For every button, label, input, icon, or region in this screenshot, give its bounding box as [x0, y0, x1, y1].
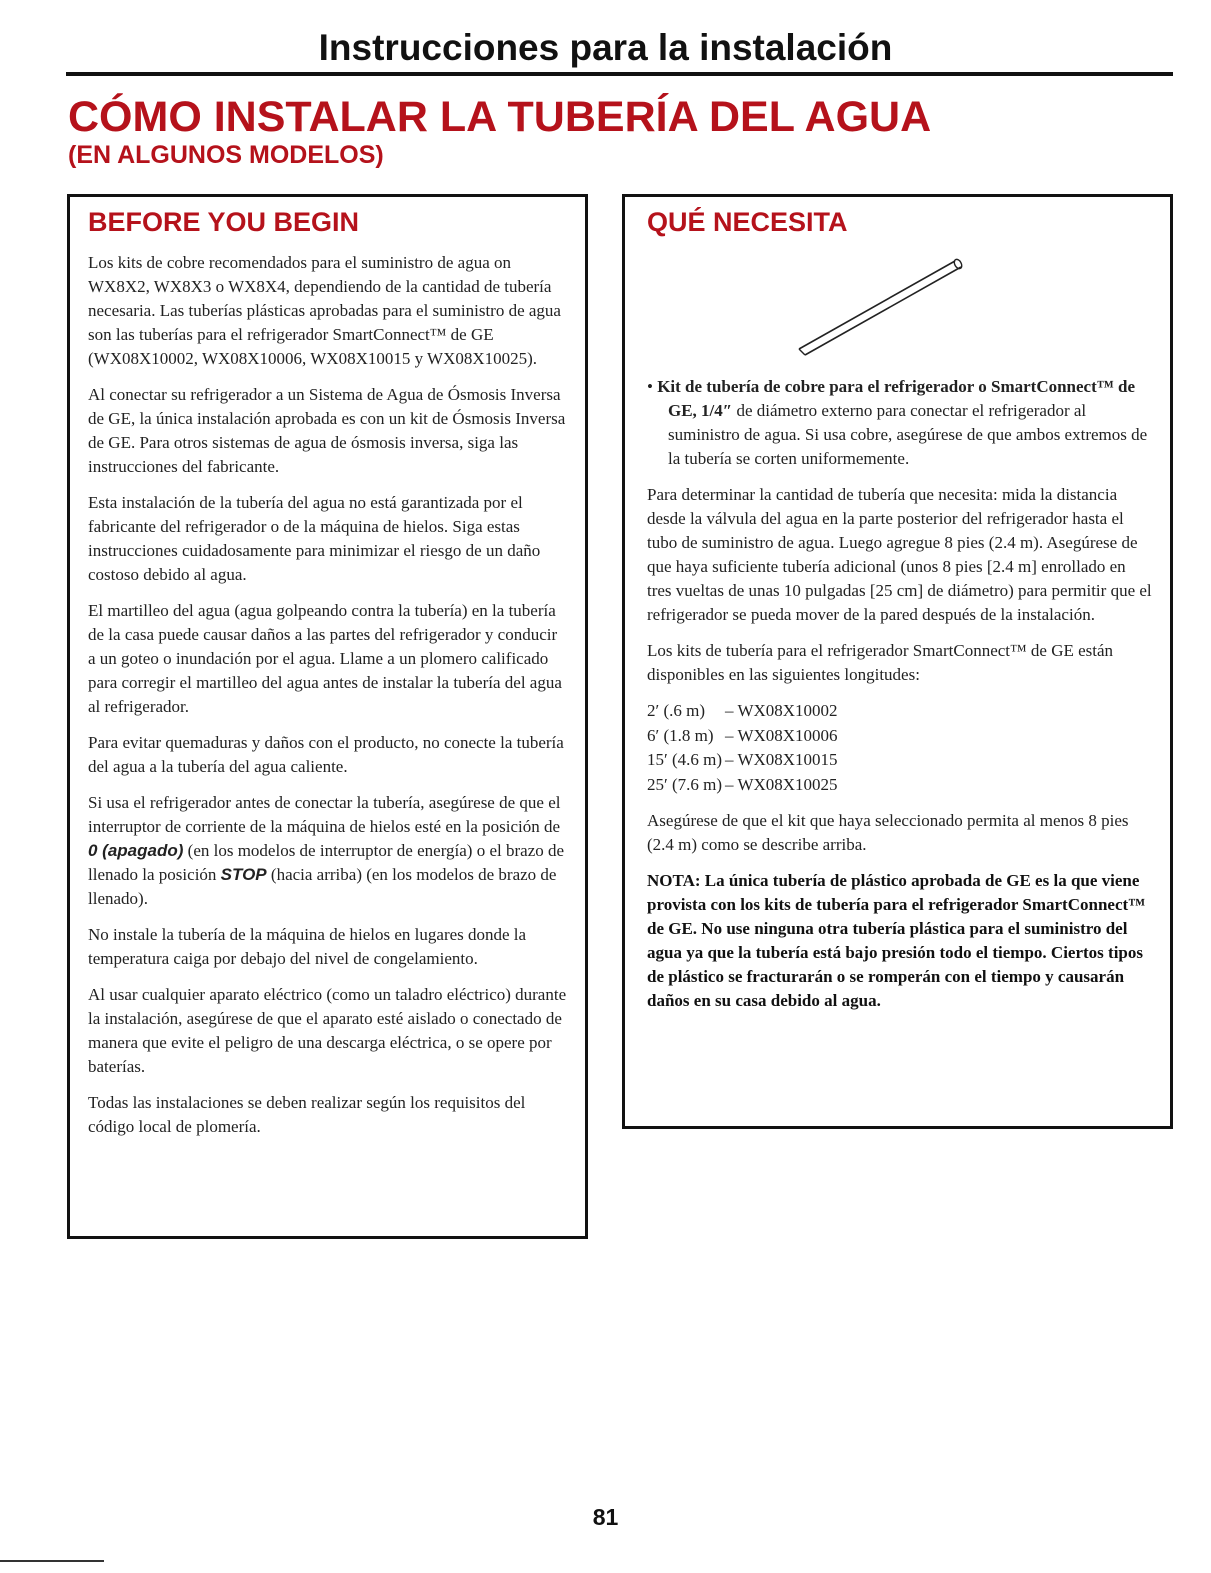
- stop-position-label: STOP: [220, 865, 267, 884]
- list-item: [647, 724, 1152, 749]
- before-you-begin-box: [67, 194, 588, 1239]
- freezing-paragraph: No instale la tubería de la máquina de hielos en lugares donde la temperatura caiga por debajo del nivel de congelamiento.: [88, 925, 527, 968]
- plumbing-code-paragraph: Todas las instalaciones se deben realizar según los requisitos del código local de plomería.: [88, 1093, 526, 1136]
- hot-water-paragraph: Para evitar quemaduras y daños con el producto, no conecte la tubería del agua a la tubería del agua caliente.: [88, 733, 564, 776]
- page-header-title: Instrucciones para la instalación: [318, 27, 893, 68]
- kit-lengths-list: [647, 699, 1152, 797]
- icemaker-switch-text-middle: (en los modelos de interruptor de energía) o el brazo de llenado la posición: [88, 841, 565, 884]
- tubing-kit-bullet: • Kit de tubería de cobre para el refrigerador o SmartConnect™ de GE, 1/4″ de diámetro externo para conectar el refrigerador al suministro de agua. Si usa cobre, asegúrese de que ambos extremos de la tubería se corten uniformemente.: [647, 377, 1148, 468]
- kit-lengths-intro: Los kits de tubería para el refrigerador SmartConnect™ de GE están disponibles en las siguientes longitudes:: [647, 641, 1114, 684]
- list-item: [647, 699, 1152, 724]
- water-hammer-paragraph: El martilleo del agua (agua golpeando contra la tubería) en la tubería de la casa puede causar daños a las partes del refrigerador y conducir a un goteo o inundación por el agua. Llame a un plomero calificado para corregir el martilleo del agua antes de instalar la tubería del agua al refrigerador.: [88, 601, 562, 716]
- warranty-paragraph: Esta instalación de la tubería del agua no está garantizada por el fabricante del refrigerador o de la máquina de hielos. Siga estas instrucciones cuidadosamente para minimizar el riesgo de un daño costoso debido al agua.: [88, 493, 541, 584]
- copper-tubing-icon: [795, 251, 965, 361]
- reverse-osmosis-paragraph: Al conectar su refrigerador a un Sistema de Agua de Ósmosis Inversa de GE, la única instalación aprobada es con un kit de Ósmosis Inversa de GE. Para otros sistemas de agua de ósmosis inversa, siga las instrucciones del fabricante.: [88, 385, 566, 476]
- off-position-label: 0 (apagado): [88, 841, 184, 860]
- electrical-safety-paragraph: Al usar cualquier aparato eléctrico (como un taladro eléctrico) durante la instalación, asegúrese de que el aparato esté aislado o conectado de manera que evite el peligro de una descarga eléctrica, o se opere por baterías.: [88, 985, 567, 1076]
- tubing-kit-bold-text: Kit de tubería de cobre para el refrigerador o SmartConnect™ de GE, 1/4″: [657, 377, 1136, 420]
- tubing-kit-text: de diámetro externo para conectar el refrigerador al suministro de agua. Si usa cobre, asegúrese de que ambos extremos de la tubería se corten uniformemente.: [668, 401, 1148, 468]
- list-item: [647, 773, 1152, 798]
- kit-part-number: – WX08X10006: [725, 725, 838, 745]
- kit-part-number: – WX08X10015: [725, 750, 838, 769]
- what-you-need-box: [622, 194, 1173, 1129]
- what-you-need-heading: QUÉ NECESITA: [647, 207, 848, 237]
- page-number: 81: [592, 1504, 619, 1530]
- section-subtitle: (EN ALGUNOS MODELOS): [68, 141, 384, 169]
- kit-selection-paragraph: Asegúrese de que el kit que haya seleccionado permita al menos 8 pies (2.4 m) como se describe arriba.: [647, 811, 1129, 854]
- footer-divider: [0, 1560, 104, 1562]
- kit-part-number: – WX08X10002: [725, 701, 838, 720]
- kit-length: 6′ (1.8 m): [647, 725, 714, 745]
- header-divider: [66, 72, 1173, 76]
- section-title: CÓMO INSTALAR LA TUBERÍA DEL AGUA: [68, 93, 932, 141]
- copper-kits-paragraph: Los kits de cobre recomendados para el suministro de agua on WX8X2, WX8X3 o WX8X4, dependiendo de la cantidad de tubería necesaria. Las tuberías plásticas aprobadas para el suministro de agua son las tuberías para el refrigerador SmartConnect™ de GE (WX08X10002, WX08X10006, WX08X10015 y WX08X10025).: [88, 253, 561, 368]
- kit-part-number: – WX08X10025: [725, 774, 838, 794]
- icemaker-switch-text-end: (hacia arriba) (en los modelos de brazo de llenado).: [88, 865, 557, 908]
- plastic-tubing-note: NOTA: La única tubería de plástico aprobada de GE es la que viene provista con los kits de tubería para el refrigerador SmartConnect™ de GE. No use ninguna otra tubería plástica para el suministro del agua ya que la tubería está bajo presión todo el tiempo. Ciertos tipos de plástico se fracturarán o se romperán con el tiempo y causarán daños en su casa debido al agua.: [647, 871, 1146, 1010]
- icemaker-switch-paragraph: [88, 791, 567, 911]
- kit-length: 15′ (4.6 m): [647, 750, 723, 769]
- before-you-begin-heading: BEFORE YOU BEGIN: [88, 207, 360, 237]
- measure-tubing-paragraph: Para determinar la cantidad de tubería que necesita: mida la distancia desde la válvula del agua en la parte posterior del refrigerador hasta el tubo de suministro de agua. Luego agregue 8 pies (2.4 m). Asegúrese de que haya suficiente tubería adicional (unos 8 pies [2.4 m] enrollado en tres vueltas de unas 10 pulgadas [25 cm] de diámetro) para permitir que el refrigerador se pueda mover de la pared después de la instalación.: [647, 485, 1152, 624]
- kit-length: 25′ (7.6 m): [647, 774, 723, 794]
- kit-length: 2′ (.6 m): [647, 701, 706, 720]
- list-item: [647, 748, 1152, 773]
- icemaker-switch-text-start: Si usa el refrigerador antes de conectar la tubería, asegúrese de que el interruptor de corriente de la máquina de hielos esté en la posición de: [88, 793, 561, 836]
